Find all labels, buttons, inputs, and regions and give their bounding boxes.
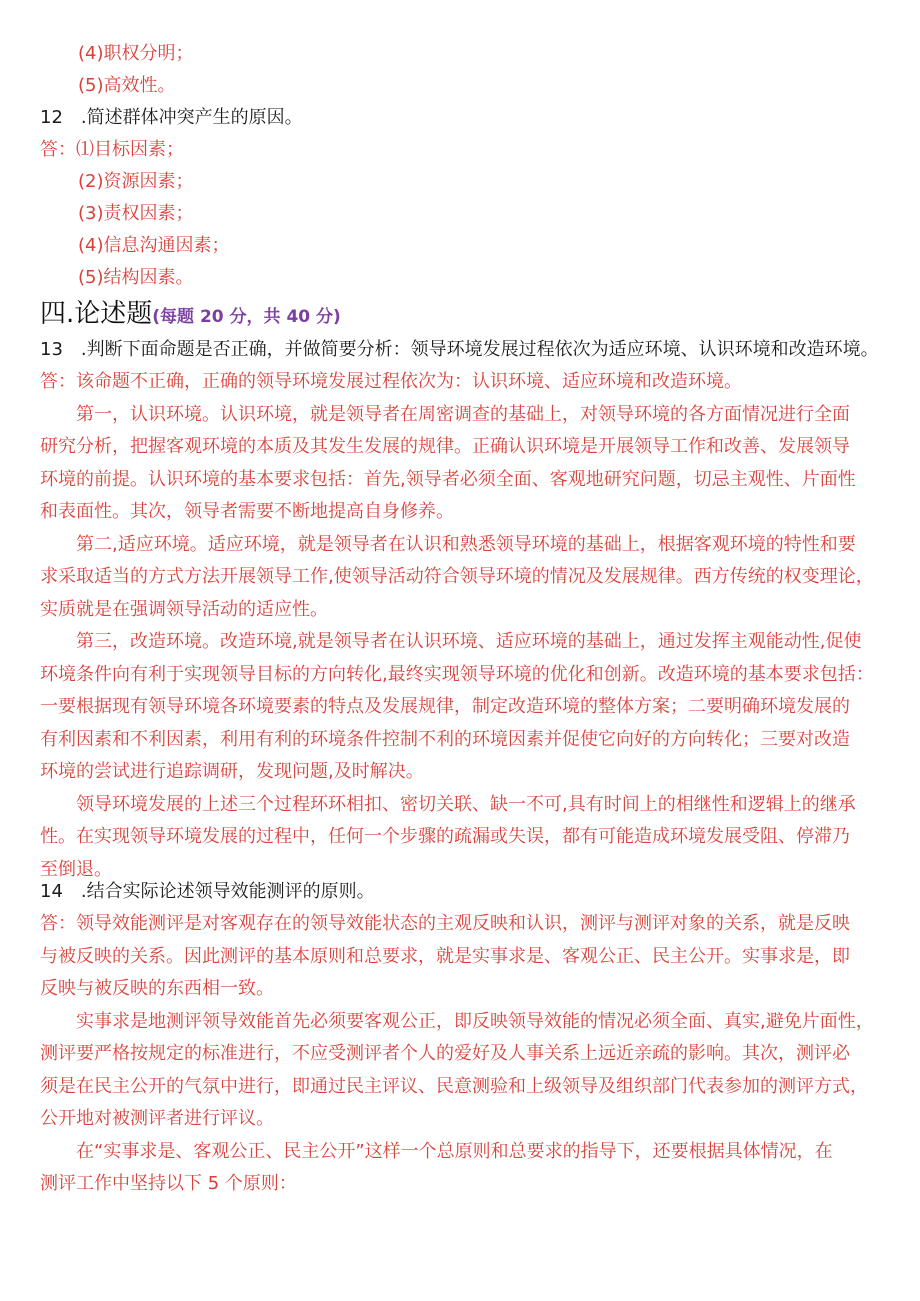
q13-answer-line: 环境的前提。认识环境的基本要求包括：首先,领导者必须全面、客观地研究问题，切忌主观性、片面性 — [40, 468, 856, 490]
q13-question: 13 .判断下面命题是否正确，并做简要分析：领导环境发展过程依次为适应环境、认识环境和改造环境。 — [40, 339, 879, 360]
q13-answer-line: 至倒退。 — [40, 858, 112, 880]
q13-answer-line: 和表面性。其次，领导者需要不断地提高自身修养。 — [40, 501, 454, 522]
q13-answer-line: 有利因素和不利因素，利用有利的环境条件控制不利的环境因素并促使它向好的方向转化；三要对改造 — [40, 728, 850, 750]
section-title: 四.论述题 — [40, 299, 153, 329]
q14-answer-line: 公开地对被测评者进行评议。 — [40, 1108, 274, 1129]
q14-question: 14 .结合实际论述领导效能测评的原则。 — [40, 881, 375, 902]
q14-answer-line: 实事求是地测评领导效能首先必须要客观公正，即反映领导效能的情况必须全面、真实,避免片面性， — [40, 1010, 874, 1032]
q12-answer-line: (2)资源因素； — [78, 171, 194, 192]
q14-answer-line: 反映与被反映的东西相一致。 — [40, 978, 274, 999]
q13-answer-line: 答：该命题不正确，正确的领导环境发展过程依次为：认识环境、适应环境和改造环境。 — [40, 371, 742, 392]
q14-answer-line: 测评要严格按规定的标准进行，不应受测评者个人的爱好及人事关系上远近亲疏的影响。其次，测评必 — [40, 1043, 850, 1064]
section-heading — [40, 298, 341, 333]
q13-answer-line: 性。在实现领导环境发展的过程中，任何一个步骤的疏漏或失误，都有可能造成环境发展受阻、停滞乃 — [40, 826, 850, 847]
section-score: (每题 20 分，共 40 分) — [152, 307, 341, 327]
q13-answer-line: 实质就是在强调领导活动的适应性。 — [40, 598, 328, 620]
q12-answer-line: 答：⑴目标因素； — [40, 139, 184, 160]
q13-answer-line: 领导环境发展的上述三个过程环环相扣、密切关联、缺一不可,具有时间上的相继性和逻辑上的继承 — [40, 793, 856, 815]
q14-answer-line: 答：领导效能测评是对客观存在的领导效能状态的主观反映和认识，测评与测评对象的关系，就是反映 — [40, 913, 850, 934]
q13-answer-line: 一要根据现有领导环境各环境要素的特点及发展规律，制定改造环境的整体方案；二要明确环境发展的 — [40, 696, 850, 717]
q12-answer-line: (4)信息沟通因素； — [78, 235, 230, 256]
q13-answer-line: 第一，认识环境。认识环境，就是领导者在周密调查的基础上，对领导环境的各方面情况进行全面 — [40, 403, 850, 425]
q13-answer-line: 研究分析，把握客观环境的本质及其发生发展的规律。正确认识环境是开展领导工作和改善、发展领导 — [40, 436, 850, 457]
q14-answer-line: 须是在民主公开的气氛中进行，即通过民主评议、民意测验和上级领导及组织部门代表参加的测评方式， — [40, 1075, 868, 1097]
q12-answer-line: (3)责权因素； — [78, 203, 194, 224]
q14-answer-line: 测评工作中坚持以下 5 个原则： — [40, 1173, 297, 1194]
q12-question: 12 .简述群体冲突产生的原因。 — [40, 107, 303, 128]
q11-answer-line: (4)职权分明； — [78, 43, 194, 64]
q14-answer-line: 与被反映的关系。因此测评的基本原则和总要求，就是实事求是、客观公正、民主公开。实事求是，即 — [40, 945, 850, 967]
q13-answer-line: 第二,适应环境。适应环境，就是领导者在认识和熟悉领导环境的基础上，根据客观环境的特性和要 — [40, 533, 856, 555]
q13-answer-line: 第三，改造环境。改造环境,就是领导者在认识环境、适应环境的基础上，通过发挥主观能动性,促使 — [40, 631, 862, 652]
q12-answer-line: (5)结构因素。 — [78, 267, 194, 288]
q13-answer-line: 求采取适当的方式方法开展领导工作,使领导活动符合领导环境的情况及发展规律。西方传统的权变理论， — [40, 566, 874, 587]
q11-answer-line: (5)高效性。 — [78, 75, 176, 96]
q13-answer-line: 环境的尝试进行追踪调研，发现问题,及时解决。 — [40, 761, 424, 782]
q13-answer-line: 环境条件向有利于实现领导目标的方向转化,最终实现领导环境的优化和创新。改造环境的基本要求包括： — [40, 663, 874, 685]
q14-answer-line: 在“实事求是、客观公正、民主公开”这样一个总原则和总要求的指导下，还要根据具体情况，在 — [40, 1140, 833, 1162]
